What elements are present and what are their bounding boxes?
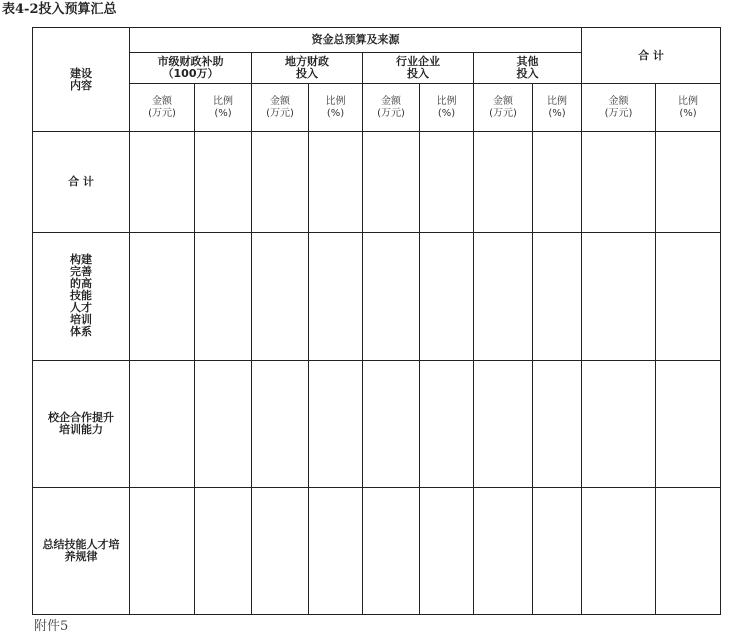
subheader-ratio: 比例 (%) — [195, 84, 252, 132]
row-label-training-system: 构建 完善 的高 技能 人才 培训 体系 — [33, 233, 130, 360]
table-cell — [252, 233, 309, 360]
table-cell — [420, 360, 474, 487]
subheader-ratio: 比例 (%) — [656, 84, 721, 132]
subheader-amount: 金额 (万元) — [474, 84, 533, 132]
budget-summary-table — [32, 27, 721, 615]
subheader-ratio: 比例 (%) — [309, 84, 363, 132]
table-cell — [582, 487, 656, 614]
table-cell — [656, 233, 721, 360]
table-cell — [420, 487, 474, 614]
table-cell — [582, 360, 656, 487]
table-row — [33, 233, 721, 360]
table-row — [33, 487, 721, 614]
subheader-row — [33, 84, 721, 132]
table-cell — [474, 233, 533, 360]
row-label-talent-patterns: 总结技能人才培 养规律 — [33, 487, 130, 614]
header-industry-enterprise: 行业企业 投入 — [363, 53, 474, 84]
table-cell — [533, 487, 582, 614]
header-local-finance: 地方财政 投入 — [252, 53, 363, 84]
table-cell — [363, 233, 420, 360]
subheader-amount: 金额 (万元) — [130, 84, 195, 132]
table-cell — [533, 360, 582, 487]
header-municipal-subsidy: 市级财政补助 （100万） — [130, 53, 252, 84]
header-other-investment: 其他 投入 — [474, 53, 582, 84]
table-row — [33, 132, 721, 233]
header-construction-content: 建设 内容 — [33, 28, 130, 132]
table-cell — [420, 233, 474, 360]
attachment-label: 附件5 — [34, 619, 69, 634]
table-cell — [195, 487, 252, 614]
table-row — [33, 360, 721, 487]
table-cell — [582, 132, 656, 233]
table-cell — [533, 132, 582, 233]
subheader-ratio: 比例 (%) — [420, 84, 474, 132]
table-cell — [252, 360, 309, 487]
header-grand-total: 合 计 — [582, 28, 721, 84]
table-cell — [252, 487, 309, 614]
table-cell — [130, 487, 195, 614]
subheader-ratio: 比例 (%) — [533, 84, 582, 132]
table-cell — [363, 487, 420, 614]
table-cell — [309, 487, 363, 614]
subheader-amount: 金额 (万元) — [582, 84, 656, 132]
table-title: 表4-2投入预算汇总 — [2, 2, 117, 17]
table-cell — [474, 487, 533, 614]
table-cell — [195, 132, 252, 233]
table-cell — [309, 233, 363, 360]
table-cell — [195, 233, 252, 360]
table-cell — [309, 360, 363, 487]
header-total-budget-sources: 资金总预算及来源 — [130, 28, 582, 53]
table-cell — [130, 233, 195, 360]
row-label-total: 合 计 — [33, 132, 130, 233]
table-cell — [252, 132, 309, 233]
table-cell — [363, 360, 420, 487]
table-cell — [130, 360, 195, 487]
table-cell — [420, 132, 474, 233]
table-cell — [309, 132, 363, 233]
subheader-amount: 金额 (万元) — [252, 84, 309, 132]
table-cell — [474, 360, 533, 487]
table-cell — [656, 487, 721, 614]
row-label-school-enterprise: 校企合作提升 培训能力 — [33, 360, 130, 487]
table-cell — [656, 360, 721, 487]
table-cell — [533, 233, 582, 360]
table-cell — [582, 233, 656, 360]
table-cell — [195, 360, 252, 487]
table-cell — [130, 132, 195, 233]
table-cell — [474, 132, 533, 233]
table-cell — [656, 132, 721, 233]
subheader-amount: 金额 (万元) — [363, 84, 420, 132]
table-cell — [363, 132, 420, 233]
